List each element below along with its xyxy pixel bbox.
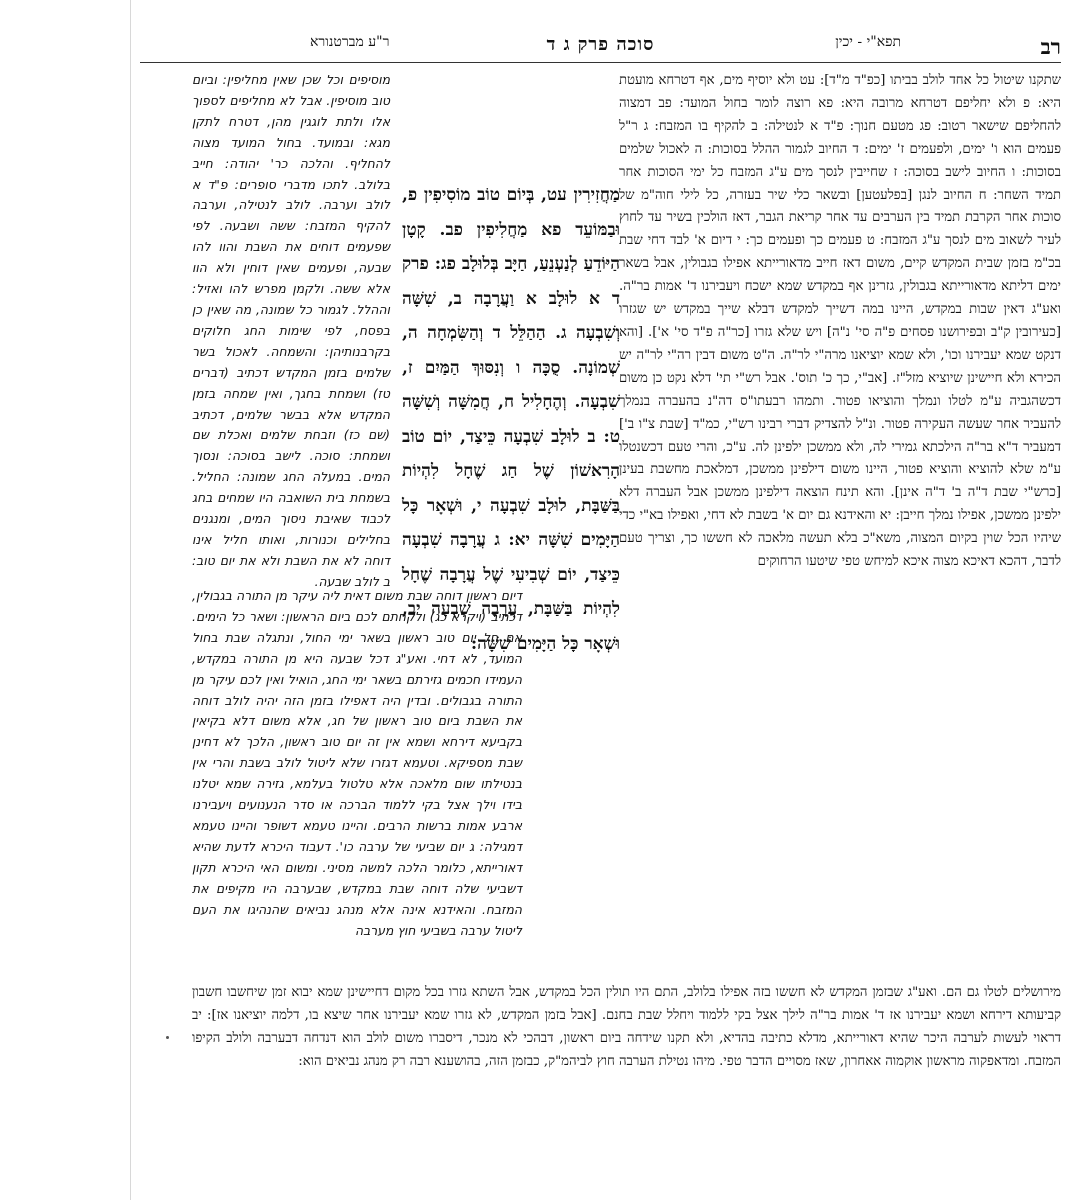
- running-header: [140, 34, 1061, 58]
- page-label: רב: [1040, 34, 1061, 59]
- page-title: סוכה פרק ג ד: [546, 34, 655, 55]
- tiferet-yisrael-commentary: [619, 70, 1061, 574]
- commentary-paragraph: דיום ראשון דוחה שבת משום דאית ליה עיקר מן התורה בגבולין, דכתיב (ויקרא כג) ולקחתם לכם ביום הראשון: ושאר כל הימים. אם חל יום טוב ראשון בשאר ימי החול, ונתגלה שבת בחול המועד, לא דחי. ואע"ג דכל שבעה היא מן התורה במקדש, העמידו חכמים גזירתם בשאר ימי החג, הואיל ואין לכם עיקר מן התורה בגבולים. ובדין היה דאפילו בזמן הזה יהיה לולב דוחה את השבת ביום טוב ראשון של חג, אלא משום דלא בקיאין בקביעא דירחא ושמא אין זה יום טוב ראשון, הלכך לא דחינן שבת מספיקא. וטעמא דגזרו שלא ליטול לולב בשבת והרי אין בנטילתו שום מלאכה אלא טלטול בעלמא, גזירה שמא יטלנו בידו וילך אצל בקי ללמוד הברכה או סדר הנענועים ויעבירנו ארבע אמות ברשות הרבים. והיינו טעמא דשופר והיינו טעמא דמגילה: ג יום שביעי של ערבה כו'. דעבוד היכרא לדעת שהיא דאורייתא, כלומר הלכה למשה מסיני. ומשום האי היכרא תקון דשביעי שלה דוחה שבת במקדש, שבערבה היו מקיפים את המזבח. והאידנא אינה אלא מנהג נביאים שהנהיגו את העם ליטול ערבה בשביעי חוץ מערבה: [192, 588, 522, 938]
- commentary-name-right: תפא"י - יכין: [835, 34, 901, 50]
- commentary-paragraph: מירושלים לטלו גם הם. ואע"ג שבזמן המקדש לא חששו בזה אפילו בלולב, התם היו תולין הכל במקדש, אבל השתא גזרו בכל מקום דחיישינן שמא יבוא זמן שיחשבו חשבון קביעותא דירחא ושמא יעבירנו אז ד' אמות בר"ה לילך אצל בקי ללמוד ויחלל שבת בחנם. [אבל בזמן המקדש, לא גזרו שמא יעבירנו אחר שיצא בו, דלמה יוציאנו אז]: יב דראוי לעשות לערבה היכר שהיא דאורייתא, מדלא כתיבה בהדיא, ולא תקנו שידחה ביום ראשון, דבהכי לא מנכר, דיסברו משום לולב הוא דנדחה דבערבה ולולב הקיפו המזבח. ומדאפקוה מראשון אוקמוה אאחרון, שאז מסויים הדבר טפי. מיהו נטילת הערבה חוץ לביהמ"ק, כבזמן הזה, בהושענא רבה רק מנהג נביאים הוא:: [192, 985, 1061, 1069]
- mishnah-paragraph: מַחֲזִירִין עט, בְּיוֹם טוֹב מוֹסִיפִין פ, וּבַמּוֹעֵד פא מַחֲלִיפִין פב. קָטָן הַיּוֹדֵעַ לְנַעְנֵעַ, חַיָּב בְּלוּלָב פג: פרק ד א לוּלָב א וַעֲרָבָה ב, שִׁשָּׁה וְשִׁבְעָה ג. הַהַלֵּל ד וְהַשִּׂמְחָה ה, שְׁמוֹנָה. סֻכָּה ו וְנִסּוּךְ הַמַּיִם ז, שִׁבְעָה. וְהֶחָלִיל ח, חֲמִשָּׁה וְשִׁשָּׁה ט: ב לוּלָב שִׁבְעָה כֵּיצַד, יוֹם טוֹב הָרִאשׁוֹן שֶׁל חַג שֶׁחָל לִהְיוֹת בַּשַּׁבָּת, לוּלָב שִׁבְעָה י, וּשְׁאָר כָּל הַיָּמִים שִׁשָּׁה יא: ג עֲרָבָה שִׁבְעָה כֵּיצַד, יוֹם שְׁבִיעִי שֶׁל עֲרָבָה שֶׁחָל לִהְיוֹת בַּשַּׁבָּת, עֲרָבָה שִׁבְעָה יב, וּשְׁאָר כָּל הַיָּמִים שִׁשָּׁה:: [402, 185, 620, 654]
- page-edge-rule: [130, 0, 131, 1200]
- ink-speck: [166, 1036, 169, 1039]
- mishnah-text: [402, 178, 620, 654]
- commentary-paragraph: שתקנו שיטול כל אחד לולב בביתו [כפ"ד מ"ד]: עט ולא יוסיף מים, אף דטרחא מועטת היא: פ ולא יחליפם דטרחא מרובה היא: פא רוצה לומר בחול המועד: פב דמצוה להחליפם שישאר רטוב: פג מטעם חנוך: פ"ד א לנטילה: ב להקיף בו המזבח: ג ר"ל פעמים הוא ו' ימים, ולפעמים ז' ימים: ד החיוב לגמור ההלל בסוכות: ה לאכול שלמים בסוכות: ו החיוב לישב בסוכה: ז שחייבין לנסך מים ע"ג המזבח כל ימי הסוכות אחר תמיד השחר: ח החיוב לנגן [בפלעטען] ובשאר כלי שיר בעזרה, כל לילי חוה"מ של סוכות אחר הקרבת תמיד בין הערבים עד אחר קריאת הגבר, דאז הולכין בשיר עד לחוץ לעיר לשאוב מים לנסך ע"ג המזבח: ט פעמים כך ופעמים כך: י דיום א' לבד דחי שבת בכ"מ בזמן שבית המקדש קיים, משום דאז חייב מדאורייתא אפילו בגבולין, אבל בשאר ימים דליתא מדאורייתא בגבולין, גזרינן אף במקדש שמא ישכח ויעבירנו ד' אמות בר"ה. ואע"ג דאין שבות במקדש, היינו במה דשייך למקדש דבלא שייך במקדש יש שגזרו [כעירובין ק"ב ובפירושנו פסחים פ"ה סי' נ"ה] ויש שלא גזרו [כר"ה פ"ד סי' א']. [והא דנקט שמא יעבירנו וכו', ולא שמא יוציאנו מרה"י לר"ה. ה"ט משום דבין רה"י לר"ה יש הכירא ולא חיישינן שיוציא מזל"ז. [אב"י, כך כ' תוס'. אבל רש"י תי' דלא נקט כן משום דכשהגביה ע"מ לטלו ונמלך והוציאו פטור. ותמהו רבעתו"ס דה"נ בהעברה בנמלך להעביר אחר שעשה העקירה פטור. ונ"ל להצדיק דברי רבינו רש"י, כמ"ד [שבת צ"ו ב'] דמעביר ד"א בר"ה הילכתא גמירי לה, ולא ממשכן ילפינן לה. ע"כ, והרי טעם דכשנטלו ע"מ שלא להוציא והוציא פטור, היינו משום דילפינן ממשכן, דמלאכת מחשבת בעינן [כרש"י שבת ד"ה ב' ד"ה אינן]. והא תינח הוצאה דילפינן ממשכן אבל העברה דלא ילפינן ממשכן, אפילו נמלך חייבן: יא והאידנא גם יום א' בשבת לא דחי, ואפילו בא"י כדי שיהיו הכל שוין בקיום המצוה, משא"כ בלא תעשה מלאכה לא חששו כך, וצריך טעם לדבר, דהכא דאיכא מצוה איכא למיחש טפי שיטעו הרחוקים: [619, 73, 1061, 570]
- commentary-paragraph: מוסיפים וכל שכן שאין מחליפין: וביום טוב מוסיפין. אבל לא מחליפים לספוך אלו ולתת לוגגין מהן, דטרח לתקן מגא: ובמועד. בחול המועד מצוה להחליף. והלכה כר' יהודה: חייב בלולב. לתכו מדברי סופרים: פ"ד א לולב וערבה. לולב לנטילה, וערבה להקיף המזבח: ששה ושבעה. לפי שפעמים דוחים את השבת והוו להו שבעה, ופעמים שאין דוחין ולא הוו אלא ששה. ולקמן מפרש להו ואזיל: וההלל. לגמור כל שמונה, מה שאין כן בפסח, לפי שימות החג חלוקים בקרבנותיהן: והשמחה. לאכול בשר שלמים בזמן המקדש דכתיב (דברים טז) ושמחת בחגך, ואין שמחה בזמן המקדש אלא בבשר שלמים, דכתיב (שם כז) וזבחת שלמים ואכלת שם ושמחת: סוכה. לישב בסוכה: ונסוך המים. במעלה החג שמונה: החליל. בשמחת בית השואבה היו שמחים בחג לכבוד שאיבת ניסוך המים, ומנגנים בחלילים וכנורות, ואותו חליל אינו דוחה לא את השבת ולא את יום טוב: ב לולב שבעה.: [192, 72, 390, 589]
- bartenura-commentary-bottom: [192, 586, 522, 978]
- commentary-name-left: ר"ע מברטנורא: [310, 34, 390, 50]
- header-rule: [140, 62, 1061, 63]
- footer-commentary: [192, 982, 1061, 1112]
- bartenura-commentary-top: [192, 70, 390, 589]
